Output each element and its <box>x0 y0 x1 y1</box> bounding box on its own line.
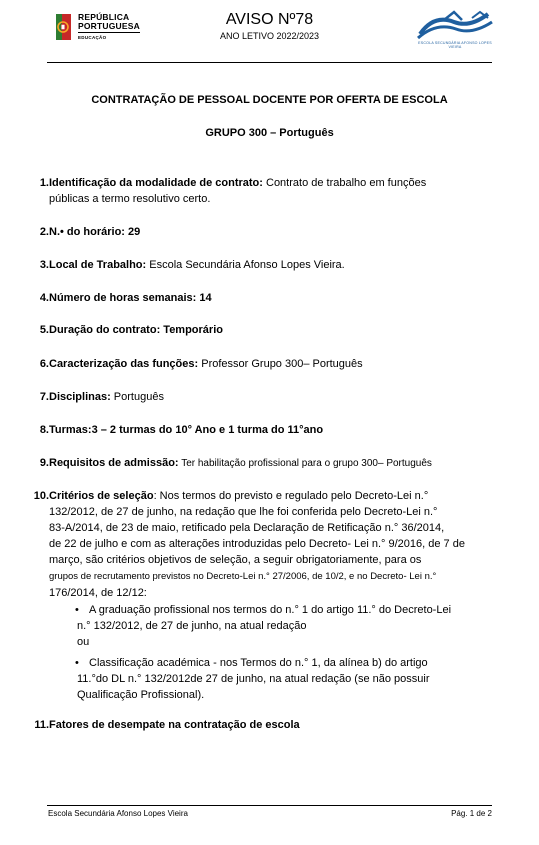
item-text: Ter habilitação profissional para o grupo 300– Português <box>178 458 432 469</box>
item-label: N.• do horário: 29 <box>49 226 141 238</box>
aviso-title: AVISO Nº78 <box>225 11 314 28</box>
document-title: CONTRATAÇÃO DE PESSOAL DOCENTE POR OFERTA DE ESCOLA <box>91 94 448 106</box>
item-number: 10. <box>33 490 49 502</box>
item-label: Disciplinas: <box>49 391 111 403</box>
item-number: 6. <box>39 358 49 370</box>
item-number: 11. <box>34 719 49 731</box>
item-number: 5. <box>39 324 49 336</box>
item-text-continued: públicas a termo resolutivo certo. <box>49 193 211 205</box>
criteria-line-5: março, são critérios objetivos de seleção, a seguir obrigatoriamente, para os <box>49 554 422 566</box>
item-number: 7. <box>39 391 49 403</box>
item-text: Escola Secundária Afonso Lopes Vieira. <box>146 259 345 271</box>
item-number: 2. <box>39 226 49 238</box>
item-text: Português <box>110 391 164 403</box>
criteria-line-1: : Nos termos do previsto e regulado pelo Decreto-Lei n.° <box>153 490 429 502</box>
item-text: Contrato de trabalho em funções <box>262 177 427 189</box>
item-number: 9. <box>39 457 49 469</box>
item-label: Turmas:3 – 2 turmas do 10° Ano e 1 turma do 11°ano <box>49 424 324 436</box>
item-number: 3. <box>39 259 49 271</box>
school-logo <box>414 10 496 48</box>
footer-divider <box>47 805 492 806</box>
item-label: Requisitos de admissão: <box>49 457 179 469</box>
bullet-text: Classificação académica - nos Termos do n.° 1, da alínea b) do artigo <box>89 657 428 669</box>
aviso-subtitle: ANO LETIVO 2022/2023 <box>219 31 320 41</box>
or-text: ou <box>77 636 90 648</box>
item-label: Número de horas semanais: 14 <box>49 292 212 304</box>
item-label: Local de Trabalho: <box>49 259 147 271</box>
bullet-icon: • <box>75 657 79 669</box>
school-logo-caption: ESCOLA SECUNDÁRIA AFONSO LOPES VIEIRA <box>418 41 492 49</box>
footer-school-name: Escola Secundária Afonso Lopes Vieira <box>48 809 188 818</box>
criteria-line-3: 83-A/2014, de 23 de maio, retificado pela Declaração de Retificação n.° 36/2014, <box>49 522 445 534</box>
criteria-line-4: de 22 de julho e com as alterações introduzidas pelo Decreto- Lei n.° 9/2016, de 7 de <box>49 538 465 550</box>
item-label: Fatores de desempate na contratação de escola <box>49 719 300 731</box>
logo-text-line1: REPÚBLICA <box>78 12 130 22</box>
item-label: Critérios de seleção <box>49 490 154 502</box>
item-label: Duração do contrato: Temporário <box>49 324 223 336</box>
bullet-text-continued: 11.°do DL n.° 132/2012de 27 de junho, na atual redação (se não possuir <box>77 673 430 685</box>
bullet-text-continued: n.° 132/2012, de 27 de junho, na atual redação <box>77 620 307 632</box>
bullet-text: A graduação profissional nos termos do n.° 1 do artigo 11.° do Decreto-Lei <box>89 604 452 616</box>
logo-text-line3: EDUCAÇÃO <box>78 35 107 40</box>
footer-page-number: Pág. 1 de 2 <box>451 809 492 818</box>
criteria-line-7: 176/2014, de 12/12: <box>49 587 147 599</box>
header-divider <box>47 62 492 63</box>
item-number: 1. <box>39 177 49 189</box>
logo-text-line2: PORTUGUESA <box>78 21 140 31</box>
item-label: Caracterização das funções: <box>49 358 199 370</box>
criteria-line-6: grupos de recrutamento previstos no Decreto-Lei n.° 27/2006, de 10/2, e no Decreto- Lei n.° <box>49 571 437 582</box>
item-label: Identificação da modalidade de contrato: <box>49 177 263 189</box>
item-number: 8. <box>39 424 49 436</box>
school-waves-icon <box>414 10 496 40</box>
criteria-line-2: 132/2012, de 27 de junho, na redação que lhe foi conferida pelo Decreto-Lei n.° <box>49 506 438 518</box>
document-group: GRUPO 300 – Português <box>205 127 334 139</box>
bullet-icon: • <box>75 604 79 616</box>
item-text: Professor Grupo 300– Português <box>198 358 363 370</box>
bullet-text-continued-2: Qualificação Profissional). <box>77 689 205 701</box>
item-number: 4. <box>39 292 49 304</box>
